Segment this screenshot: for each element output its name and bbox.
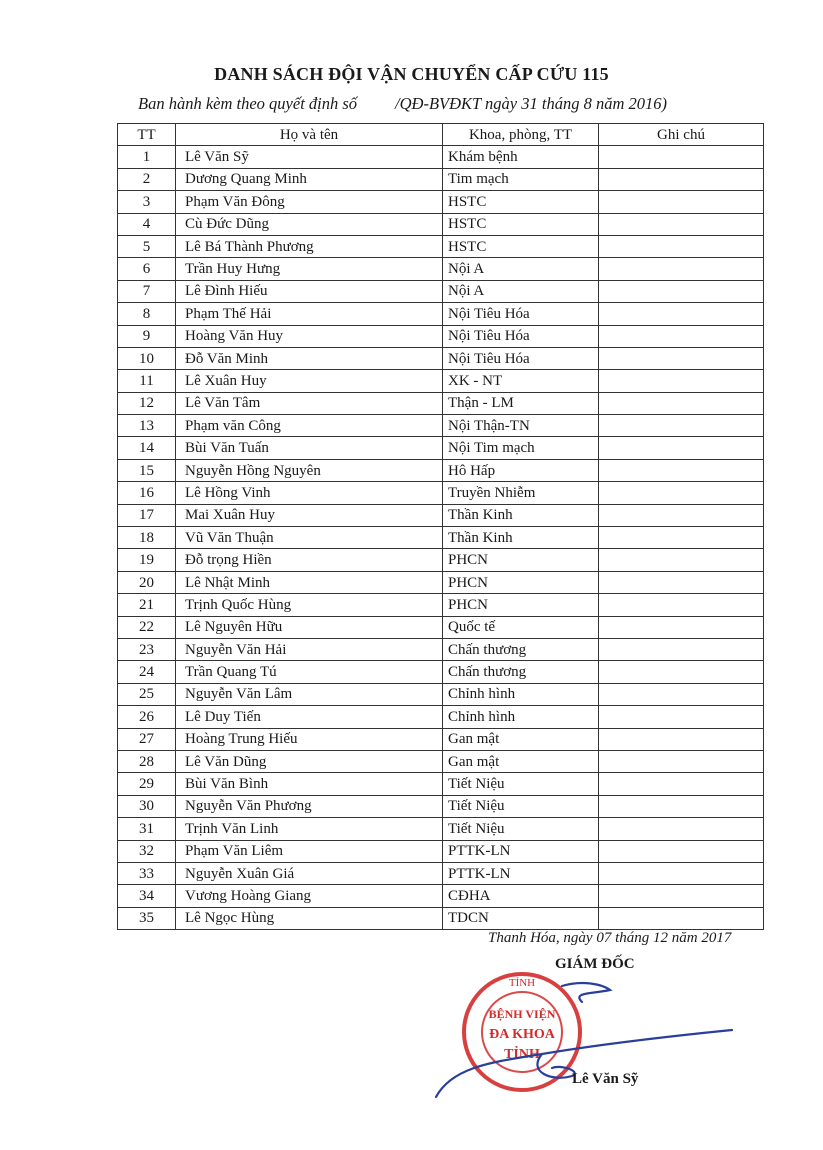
row-name: Trịnh Văn Linh [176, 818, 443, 840]
row-dept: HSTC [443, 235, 599, 257]
table-row [118, 213, 764, 235]
table-row [118, 616, 764, 638]
seal-line-3: TỈNH [504, 1047, 540, 1062]
row-tt: 7 [118, 280, 176, 302]
row-note [599, 168, 764, 190]
table-row [118, 303, 764, 325]
table-row [118, 907, 764, 929]
table-row [118, 146, 764, 168]
row-dept: Chấn thương [443, 661, 599, 683]
row-name: Phạm Thế Hải [176, 303, 443, 325]
table-row [118, 862, 764, 884]
row-name: Phạm Văn Liêm [176, 840, 443, 862]
row-note [599, 795, 764, 817]
row-name: Bùi Văn Bình [176, 773, 443, 795]
table-row [118, 437, 764, 459]
table-row [118, 549, 764, 571]
row-tt: 24 [118, 661, 176, 683]
row-tt: 30 [118, 795, 176, 817]
row-tt: 22 [118, 616, 176, 638]
row-tt: 34 [118, 885, 176, 907]
row-name: Nguyễn Hồng Nguyên [176, 459, 443, 481]
row-tt: 31 [118, 818, 176, 840]
row-tt: 9 [118, 325, 176, 347]
row-tt: 16 [118, 482, 176, 504]
row-tt: 35 [118, 907, 176, 929]
table-row [118, 773, 764, 795]
header-dept: Khoa, phòng, TT [443, 124, 599, 146]
row-dept: Nội Tiêu Hóa [443, 325, 599, 347]
row-dept: Nội Tiêu Hóa [443, 303, 599, 325]
row-name: Mai Xuân Huy [176, 504, 443, 526]
row-dept: PHCN [443, 549, 599, 571]
row-dept: Khám bệnh [443, 146, 599, 168]
row-dept: Chỉnh hình [443, 683, 599, 705]
row-dept: Tim mạch [443, 168, 599, 190]
row-note [599, 325, 764, 347]
table-row [118, 706, 764, 728]
row-dept: Chấn thương [443, 638, 599, 660]
table-row [118, 840, 764, 862]
row-name: Nguyễn Văn Lâm [176, 683, 443, 705]
row-dept: PTTK-LN [443, 840, 599, 862]
row-note [599, 191, 764, 213]
table-row [118, 885, 764, 907]
row-note [599, 661, 764, 683]
table-row [118, 594, 764, 616]
row-dept: TDCN [443, 907, 599, 929]
table-row [118, 168, 764, 190]
row-note [599, 504, 764, 526]
row-note [599, 258, 764, 280]
seal-line-2: ĐA KHOA [489, 1027, 555, 1042]
table-row [118, 750, 764, 772]
row-dept: HSTC [443, 191, 599, 213]
table-row [118, 795, 764, 817]
table-row [118, 818, 764, 840]
row-dept: Nội A [443, 280, 599, 302]
row-note [599, 728, 764, 750]
row-name: Trịnh Quốc Hùng [176, 594, 443, 616]
table-row [118, 347, 764, 369]
row-name: Lê Nhật Minh [176, 571, 443, 593]
subtitle-left: Ban hành kèm theo quyết định số [138, 94, 358, 113]
row-note [599, 616, 764, 638]
row-name: Đỗ Văn Minh [176, 347, 443, 369]
row-tt: 23 [118, 638, 176, 660]
header-note: Ghi chú [599, 124, 764, 146]
table-row [118, 459, 764, 481]
row-tt: 27 [118, 728, 176, 750]
table-row [118, 392, 764, 414]
table-row [118, 191, 764, 213]
row-note [599, 370, 764, 392]
row-tt: 11 [118, 370, 176, 392]
row-name: Lê Ngọc Hùng [176, 907, 443, 929]
row-tt: 17 [118, 504, 176, 526]
row-tt: 33 [118, 862, 176, 884]
row-tt: 12 [118, 392, 176, 414]
table-row [118, 325, 764, 347]
row-dept: XK - NT [443, 370, 599, 392]
row-note [599, 146, 764, 168]
row-dept: Nội Tiêu Hóa [443, 347, 599, 369]
row-name: Vũ Văn Thuận [176, 527, 443, 549]
row-name: Lê Bá Thành Phương [176, 235, 443, 257]
table-row [118, 370, 764, 392]
row-dept: Tiết Niệu [443, 795, 599, 817]
subtitle-right: /QĐ-BVĐKT ngày 31 tháng 8 năm 2016) [395, 94, 667, 113]
row-note [599, 594, 764, 616]
row-tt: 19 [118, 549, 176, 571]
row-tt: 32 [118, 840, 176, 862]
row-note [599, 235, 764, 257]
row-dept: Thần Kinh [443, 504, 599, 526]
row-dept: CĐHA [443, 885, 599, 907]
row-note [599, 213, 764, 235]
row-name: Hoàng Văn Huy [176, 325, 443, 347]
row-tt: 4 [118, 213, 176, 235]
row-note [599, 482, 764, 504]
table-row [118, 235, 764, 257]
row-dept: Nội Tim mạch [443, 437, 599, 459]
table-row [118, 258, 764, 280]
row-note [599, 750, 764, 772]
row-note [599, 885, 764, 907]
row-note [599, 303, 764, 325]
table-row [118, 661, 764, 683]
row-note [599, 706, 764, 728]
row-note [599, 840, 764, 862]
row-tt: 1 [118, 146, 176, 168]
seal-line-1: BỆNH VIỆN [488, 1007, 556, 1021]
row-name: Lê Văn Dũng [176, 750, 443, 772]
row-dept: Hô Hấp [443, 459, 599, 481]
row-name: Đỗ trọng Hiền [176, 549, 443, 571]
row-dept: Quốc tế [443, 616, 599, 638]
row-dept: Tiết Niệu [443, 773, 599, 795]
document-title: DANH SÁCH ĐỘI VẬN CHUYỂN CẤP CỨU 115 [214, 64, 609, 84]
row-dept: PHCN [443, 594, 599, 616]
seal-ring-text: TỈNH [508, 977, 536, 989]
row-dept: Tiết Niệu [443, 818, 599, 840]
row-name: Lê Văn Tâm [176, 392, 443, 414]
row-dept: HSTC [443, 213, 599, 235]
row-name: Nguyễn Xuân Giá [176, 862, 443, 884]
table-row [118, 280, 764, 302]
row-note [599, 280, 764, 302]
header-tt: TT [118, 124, 176, 146]
row-note [599, 571, 764, 593]
row-note [599, 527, 764, 549]
table-row [118, 415, 764, 437]
team-table [117, 123, 764, 930]
row-name: Lê Xuân Huy [176, 370, 443, 392]
table-row [118, 728, 764, 750]
row-note [599, 818, 764, 840]
header-name: Họ và tên [176, 124, 443, 146]
document-subtitle [138, 94, 667, 114]
table-row [118, 504, 764, 526]
signer-name: Lê Văn Sỹ [572, 1071, 639, 1087]
hospital-seal-icon [432, 972, 762, 1112]
row-dept: Nội Thận-TN [443, 415, 599, 437]
row-dept: Thận - LM [443, 392, 599, 414]
row-note [599, 347, 764, 369]
row-note [599, 862, 764, 884]
row-name: Lê Đình Hiếu [176, 280, 443, 302]
row-note [599, 773, 764, 795]
row-name: Lê Nguyên Hữu [176, 616, 443, 638]
table-body [118, 146, 764, 930]
row-tt: 6 [118, 258, 176, 280]
row-dept: Gan mật [443, 728, 599, 750]
row-dept: Nội A [443, 258, 599, 280]
row-tt: 13 [118, 415, 176, 437]
table-row [118, 683, 764, 705]
date-line: Thanh Hóa, ngày 07 tháng 12 năm 2017 [488, 930, 732, 946]
row-dept: Thần Kinh [443, 527, 599, 549]
table-row [118, 527, 764, 549]
table-header-row [118, 124, 764, 146]
row-dept: Chỉnh hình [443, 706, 599, 728]
row-dept: PHCN [443, 571, 599, 593]
row-note [599, 437, 764, 459]
row-note [599, 907, 764, 929]
table-row [118, 482, 764, 504]
row-tt: 8 [118, 303, 176, 325]
row-dept: Truyền Nhiễm [443, 482, 599, 504]
row-tt: 26 [118, 706, 176, 728]
row-name: Bùi Văn Tuấn [176, 437, 443, 459]
row-name: Nguyễn Văn Hải [176, 638, 443, 660]
row-dept: PTTK-LN [443, 862, 599, 884]
row-note [599, 549, 764, 571]
row-note [599, 415, 764, 437]
row-name: Lê Hồng Vinh [176, 482, 443, 504]
row-tt: 28 [118, 750, 176, 772]
row-tt: 25 [118, 683, 176, 705]
row-name: Lê Duy Tiến [176, 706, 443, 728]
row-tt: 20 [118, 571, 176, 593]
row-tt: 10 [118, 347, 176, 369]
row-note [599, 638, 764, 660]
row-name: Trần Huy Hưng [176, 258, 443, 280]
row-note [599, 683, 764, 705]
row-name: Trần Quang Tú [176, 661, 443, 683]
row-name: Phạm Văn Đông [176, 191, 443, 213]
row-tt: 2 [118, 168, 176, 190]
row-note [599, 392, 764, 414]
row-name: Vương Hoàng Giang [176, 885, 443, 907]
table-row [118, 571, 764, 593]
director-title: GIÁM ĐỐC [555, 956, 635, 972]
row-note [599, 459, 764, 481]
row-tt: 3 [118, 191, 176, 213]
row-name: Lê Văn Sỹ [176, 146, 443, 168]
row-tt: 21 [118, 594, 176, 616]
row-name: Dương Quang Minh [176, 168, 443, 190]
row-name: Hoàng Trung Hiếu [176, 728, 443, 750]
row-name: Cù Đức Dũng [176, 213, 443, 235]
row-tt: 15 [118, 459, 176, 481]
row-name: Phạm văn Công [176, 415, 443, 437]
row-tt: 18 [118, 527, 176, 549]
row-tt: 5 [118, 235, 176, 257]
row-tt: 14 [118, 437, 176, 459]
row-dept: Gan mật [443, 750, 599, 772]
row-tt: 29 [118, 773, 176, 795]
table-row [118, 638, 764, 660]
seal-stamp [464, 974, 580, 1090]
row-name: Nguyễn Văn Phương [176, 795, 443, 817]
